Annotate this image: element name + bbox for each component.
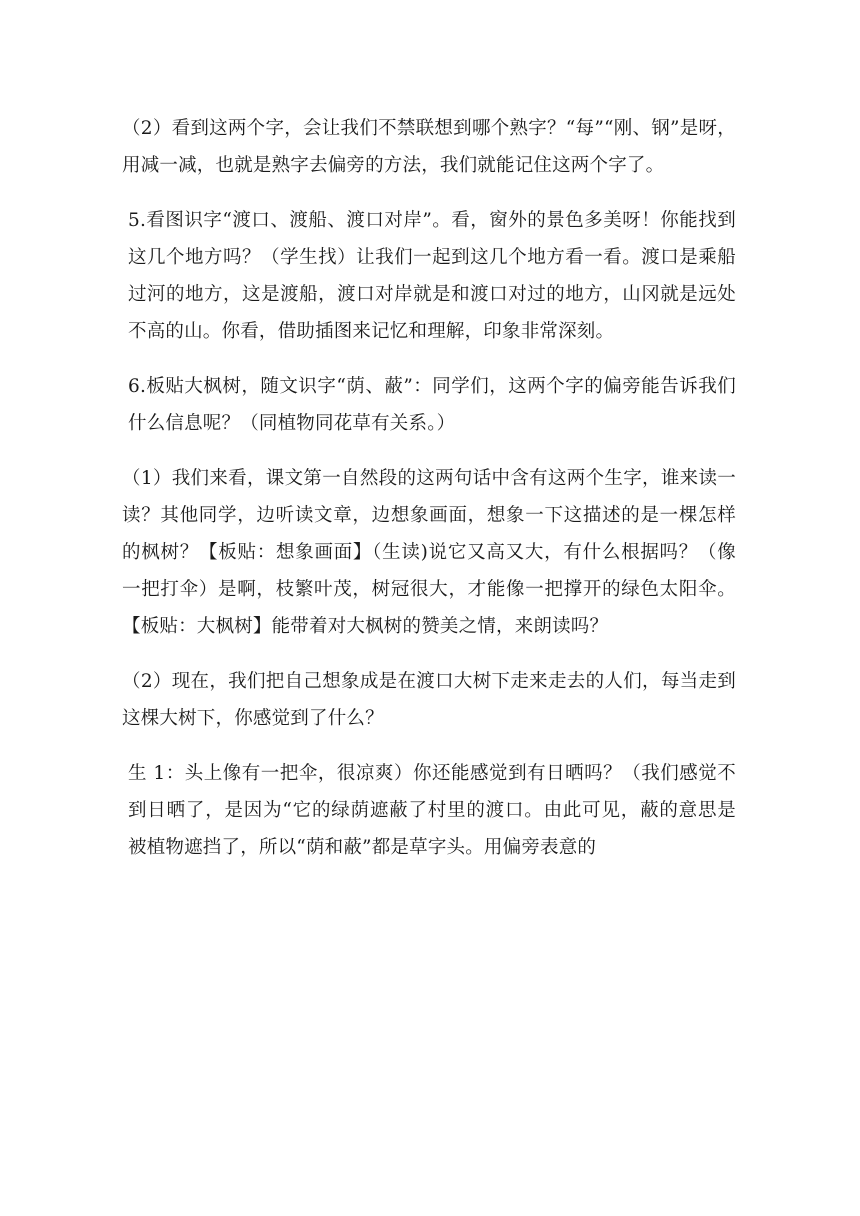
paragraph-student-1: 生 1：头上像有一把伞，很凉爽）你还能感觉到有日晒吗？（我们感觉不到日晒了，是因为“它的绿荫遮蔽了村里的渡口。由此可见，蔽的意思是被植物遮挡了，所以“荫和蔽”都是草字头。用偏旁表意的 xyxy=(128,763,736,858)
paragraph-5-picture-literacy: 5.看图识字“渡口、渡船、渡口对岸”。看，窗外的景色多美呀！你能找到这几个地方吗？（学生找）让我们一起到这几个地方看一看。渡口是乘船过河的地方，这是渡船，渡口对岸就是和渡口对过的地方，山冈就是远处不高的山。你看，借助插图来记忆和理解，印象非常深刻。 xyxy=(128,210,736,342)
document-page xyxy=(122,110,736,884)
paragraph-2-memory-method: （2）看到这两个字，会让我们不禁联想到哪个熟字？“每”“刚、钢”是呀，用减一减，也就是熟字去偏旁的方法，我们就能记住这两个字了。 xyxy=(122,118,736,176)
paragraph-6-2-imagining: （2）现在，我们把自己想象成是在渡口大树下走来走去的人们，每当走到这棵大树下，你感觉到了什么？ xyxy=(122,671,736,729)
paragraph-6-maple-tree: 6.板贴大枫树，随文识字“荫、蔽”：同学们，这两个字的偏旁能告诉我们什么信息呢？（同植物同花草有关系。） xyxy=(128,376,736,434)
paragraph-6-1-reading: （1）我们来看，课文第一自然段的这两句话中含有这两个生字，谁来读一读？其他同学，边听读文章，边想象画面，想象一下这描述的是一棵怎样的枫树？【板贴：想象画面】（生读)说它又高又大，有什么根据吗？（像一把打伞）是啊，枝繁叶茂，树冠很大，才能像一把撑开的绿色太阳伞。【板贴：大枫树】能带着对大枫树的赞美之情，来朗读吗？ xyxy=(122,468,736,637)
